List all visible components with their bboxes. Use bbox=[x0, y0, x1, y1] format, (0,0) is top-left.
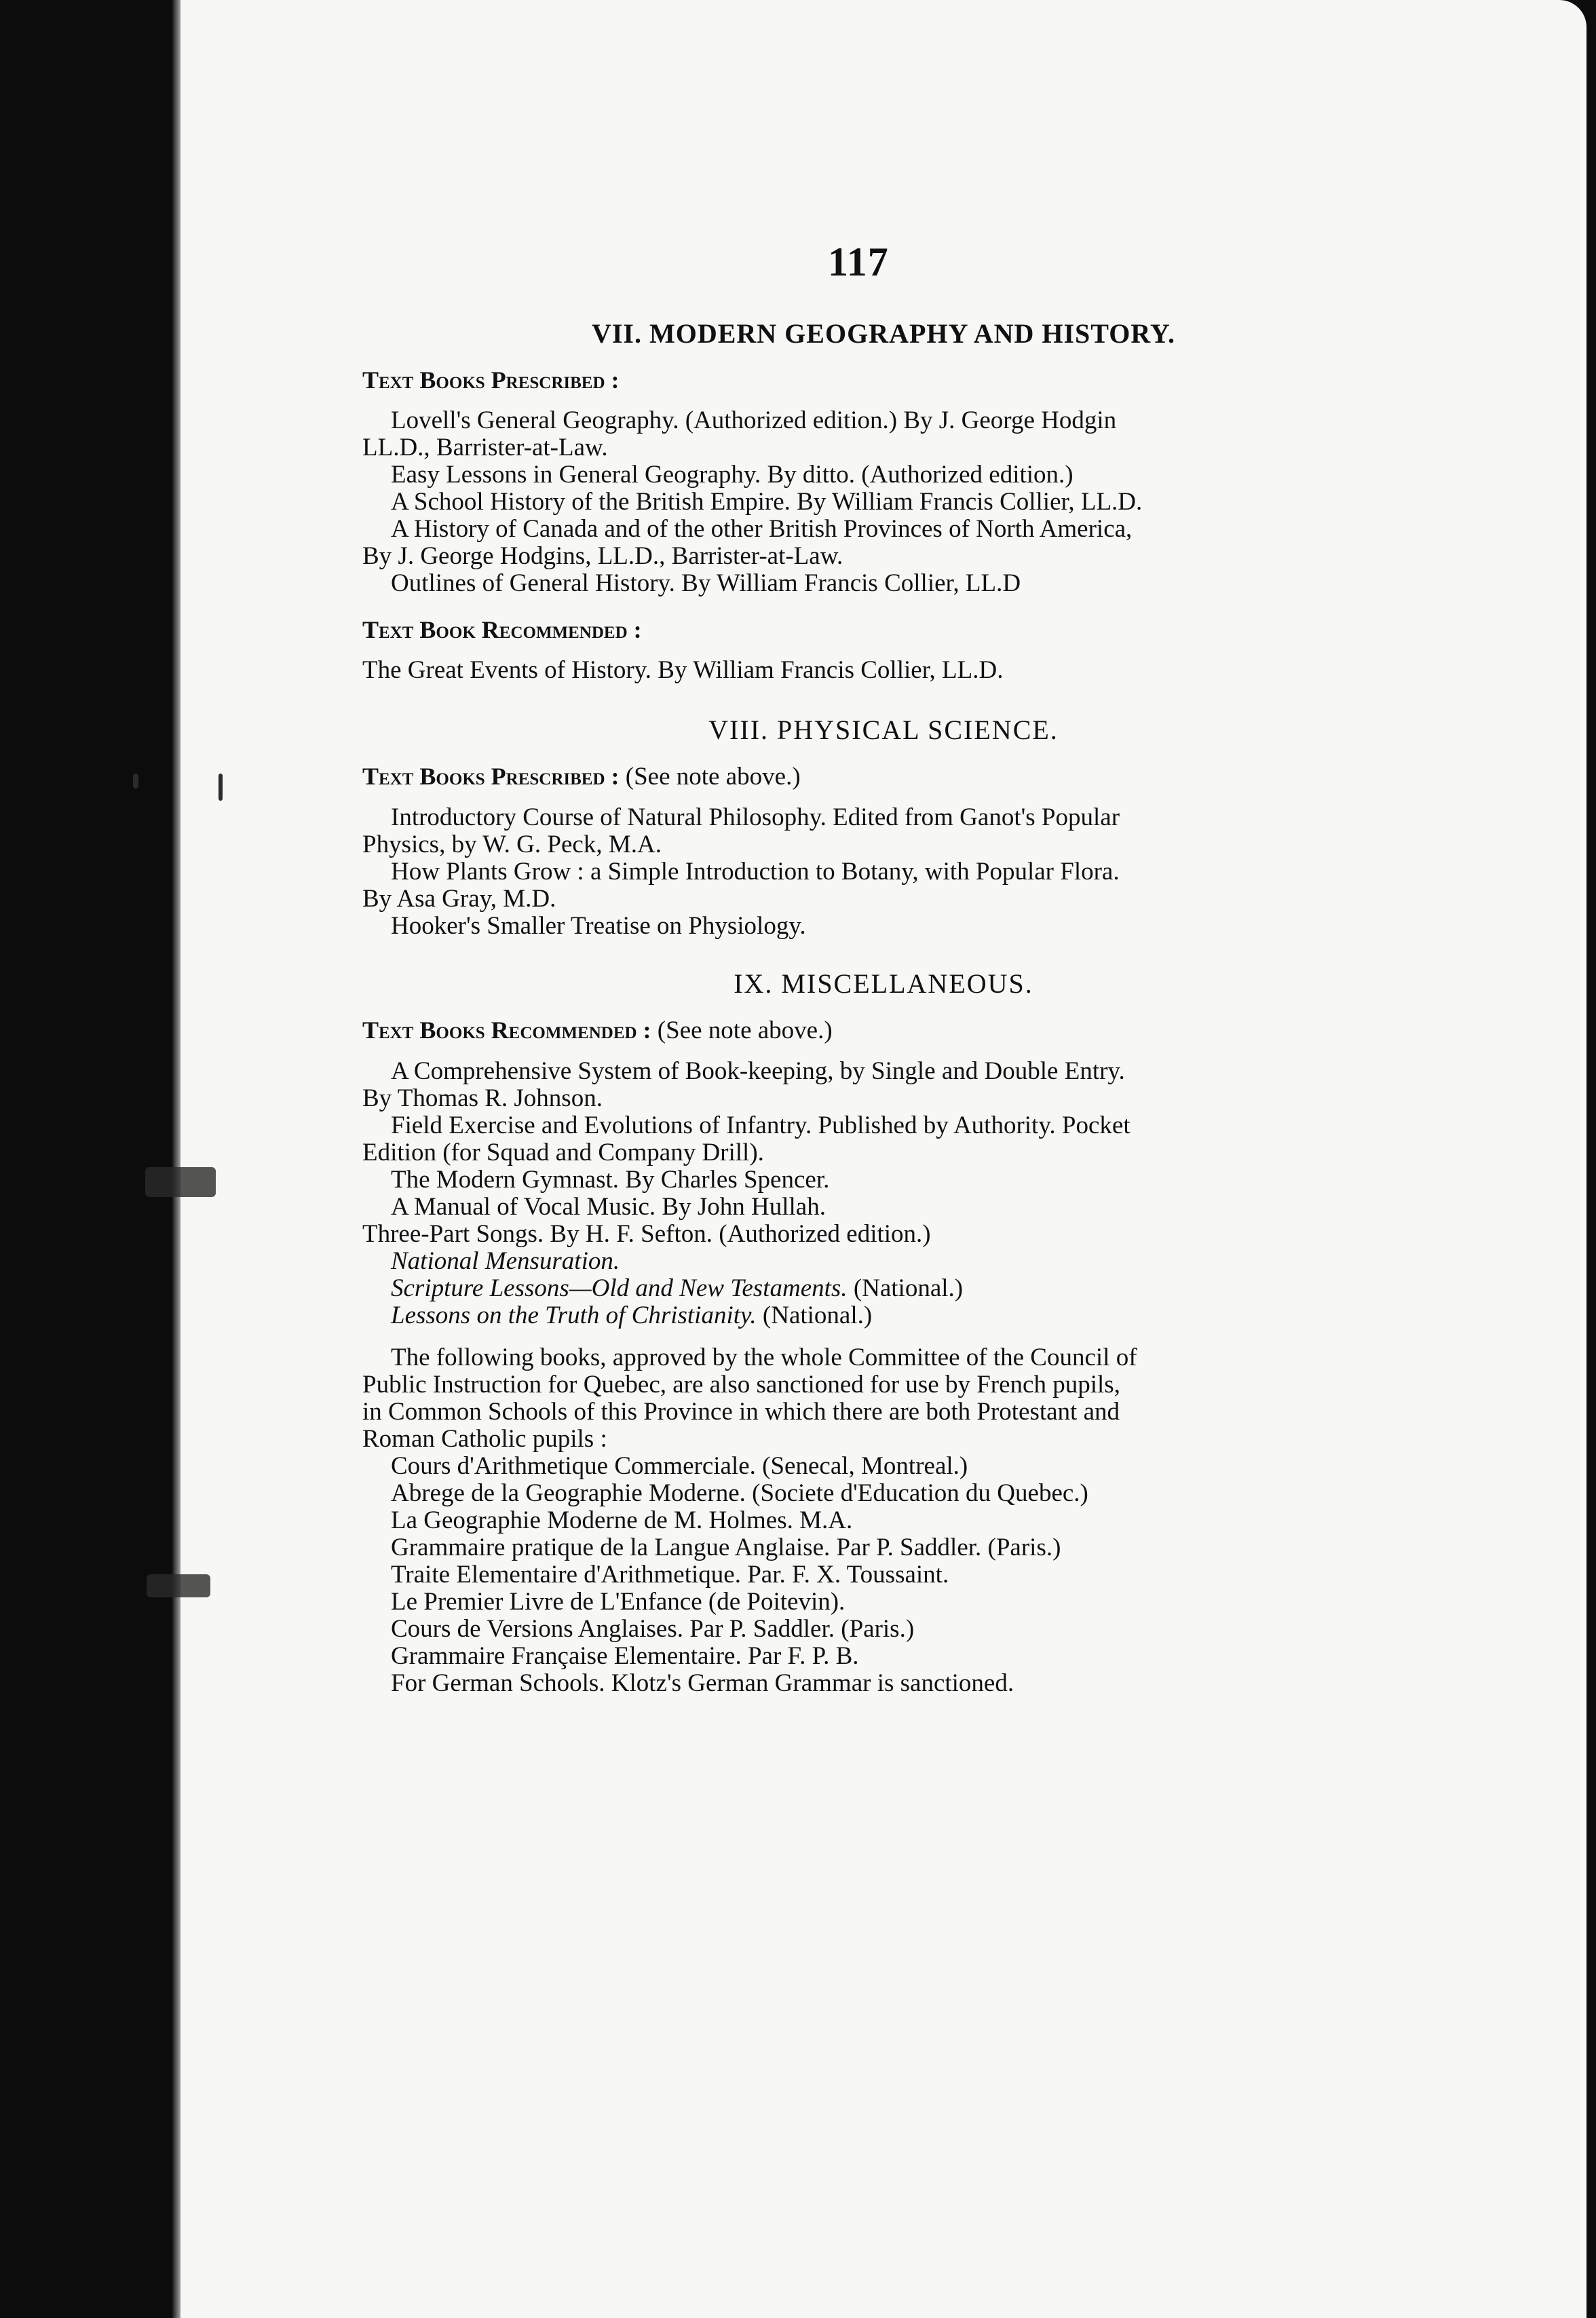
section-title-viii: VIII. PHYSICAL SCIENCE. bbox=[708, 715, 1059, 745]
book-entry: Outlines of General History. By William Francis Collier, LL.D bbox=[391, 569, 1021, 597]
french-book-entry: Traite Elementaire d'Arithmetique. Par. F. X. Toussaint. bbox=[391, 1561, 949, 1589]
french-book-entry: Abrege de la Geographie Moderne. (Societe d'Education du Quebec.) bbox=[391, 1479, 1088, 1507]
french-intro-line: in Common Schools of this Province in which there are both Protestant and bbox=[362, 1398, 1120, 1426]
book-entry: The Modern Gymnast. By Charles Spencer. bbox=[391, 1166, 830, 1194]
book-entry-italic: National Mensuration. bbox=[391, 1247, 620, 1275]
book-entry: Physics, by W. G. Peck, M.A. bbox=[362, 831, 662, 858]
recommended-heading: Text Book Recommended : bbox=[362, 616, 642, 643]
book-entry-note: (National.) bbox=[762, 1302, 873, 1329]
french-book-entry: Cours d'Arithmetique Commerciale. (Senecal, Montreal.) bbox=[391, 1452, 968, 1480]
book-entry: How Plants Grow : a Simple Introduction to Botany, with Popular Flora. bbox=[391, 858, 1120, 886]
margin-mark-3 bbox=[145, 1167, 216, 1197]
book-entry: Introductory Course of Natural Philosophy. Edited from Ganot's Popular bbox=[391, 803, 1120, 831]
prescribed-heading: Text Books Prescribed : bbox=[362, 763, 620, 790]
book-entry: A School History of the British Empire. By William Francis Collier, LL.D. bbox=[391, 488, 1143, 516]
book-entry: The Great Events of History. By William Francis Collier, LL.D. bbox=[362, 656, 1004, 684]
french-book-entry: For German Schools. Klotz's German Grammar is sanctioned. bbox=[391, 1669, 1014, 1697]
section-title-vii: VII. MODERN GEOGRAPHY AND HISTORY. bbox=[591, 318, 1176, 349]
book-entry: By Asa Gray, M.D. bbox=[362, 885, 556, 913]
book-entry: Three-Part Songs. By H. F. Sefton. (Authorized edition.) bbox=[362, 1220, 931, 1248]
book-entry: Lovell's General Geography. (Authorized edition.) By J. George Hodgin bbox=[391, 406, 1117, 434]
french-book-entry: Le Premier Livre de L'Enfance (de Poitevin). bbox=[391, 1588, 846, 1616]
section-viii-body bbox=[362, 763, 1353, 940]
book-entry: A Comprehensive System of Book-keeping, by Single and Double Entry. bbox=[391, 1057, 1125, 1085]
french-book-entry: Grammaire pratique de la Langue Anglaise. Par P. Saddler. (Paris.) bbox=[391, 1534, 1061, 1561]
margin-mark-1 bbox=[133, 774, 138, 788]
book-entry-italic: Scripture Lessons—Old and New Testaments. bbox=[391, 1274, 848, 1302]
section-ix-body bbox=[362, 1016, 1353, 1697]
french-intro-line: Roman Catholic pupils : bbox=[362, 1425, 607, 1453]
book-entry: A History of Canada and of the other British Provinces of North America, bbox=[391, 515, 1133, 543]
book-entry-italic: Lessons on the Truth of Christianity. bbox=[391, 1302, 757, 1329]
book-entry: Edition (for Squad and Company Drill). bbox=[362, 1139, 764, 1166]
book-entry: By Thomas R. Johnson. bbox=[362, 1084, 603, 1112]
french-book-entry: Cours de Versions Anglaises. Par P. Saddler. (Paris.) bbox=[391, 1615, 915, 1643]
recommended-note: (See note above.) bbox=[657, 1016, 833, 1044]
margin-mark-2 bbox=[218, 774, 223, 801]
book-entry: Easy Lessons in General Geography. By ditto. (Authorized edition.) bbox=[391, 461, 1074, 489]
book-entry: Hooker's Smaller Treatise on Physiology. bbox=[391, 912, 806, 940]
section-title-ix: IX. MISCELLANEOUS. bbox=[734, 968, 1033, 999]
french-book-entry: Grammaire Française Elementaire. Par F. P. B. bbox=[391, 1642, 859, 1670]
french-intro-line: Public Instruction for Quebec, are also sanctioned for use by French pupils, bbox=[362, 1371, 1120, 1399]
book-entry: A Manual of Vocal Music. By John Hullah. bbox=[391, 1193, 826, 1221]
french-book-entry: La Geographie Moderne de M. Holmes. M.A. bbox=[391, 1506, 853, 1534]
prescribed-note: (See note above.) bbox=[625, 763, 801, 791]
recommended-heading: Text Books Recommended : bbox=[362, 1016, 651, 1044]
margin-mark-4 bbox=[147, 1574, 210, 1597]
section-vii-body bbox=[362, 366, 1353, 684]
book-entry: By J. George Hodgins, LL.D., Barrister-at-Law. bbox=[362, 542, 843, 570]
french-intro-line: The following books, approved by the whole Committee of the Council of bbox=[391, 1344, 1137, 1371]
prescribed-heading: Text Books Prescribed : bbox=[362, 366, 620, 394]
book-entry: LL.D., Barrister-at-Law. bbox=[362, 434, 608, 461]
book-entry: Field Exercise and Evolutions of Infantry. Published by Authority. Pocket bbox=[391, 1112, 1130, 1139]
page-number: 117 bbox=[828, 240, 889, 284]
book-entry-note: (National.) bbox=[853, 1274, 964, 1302]
